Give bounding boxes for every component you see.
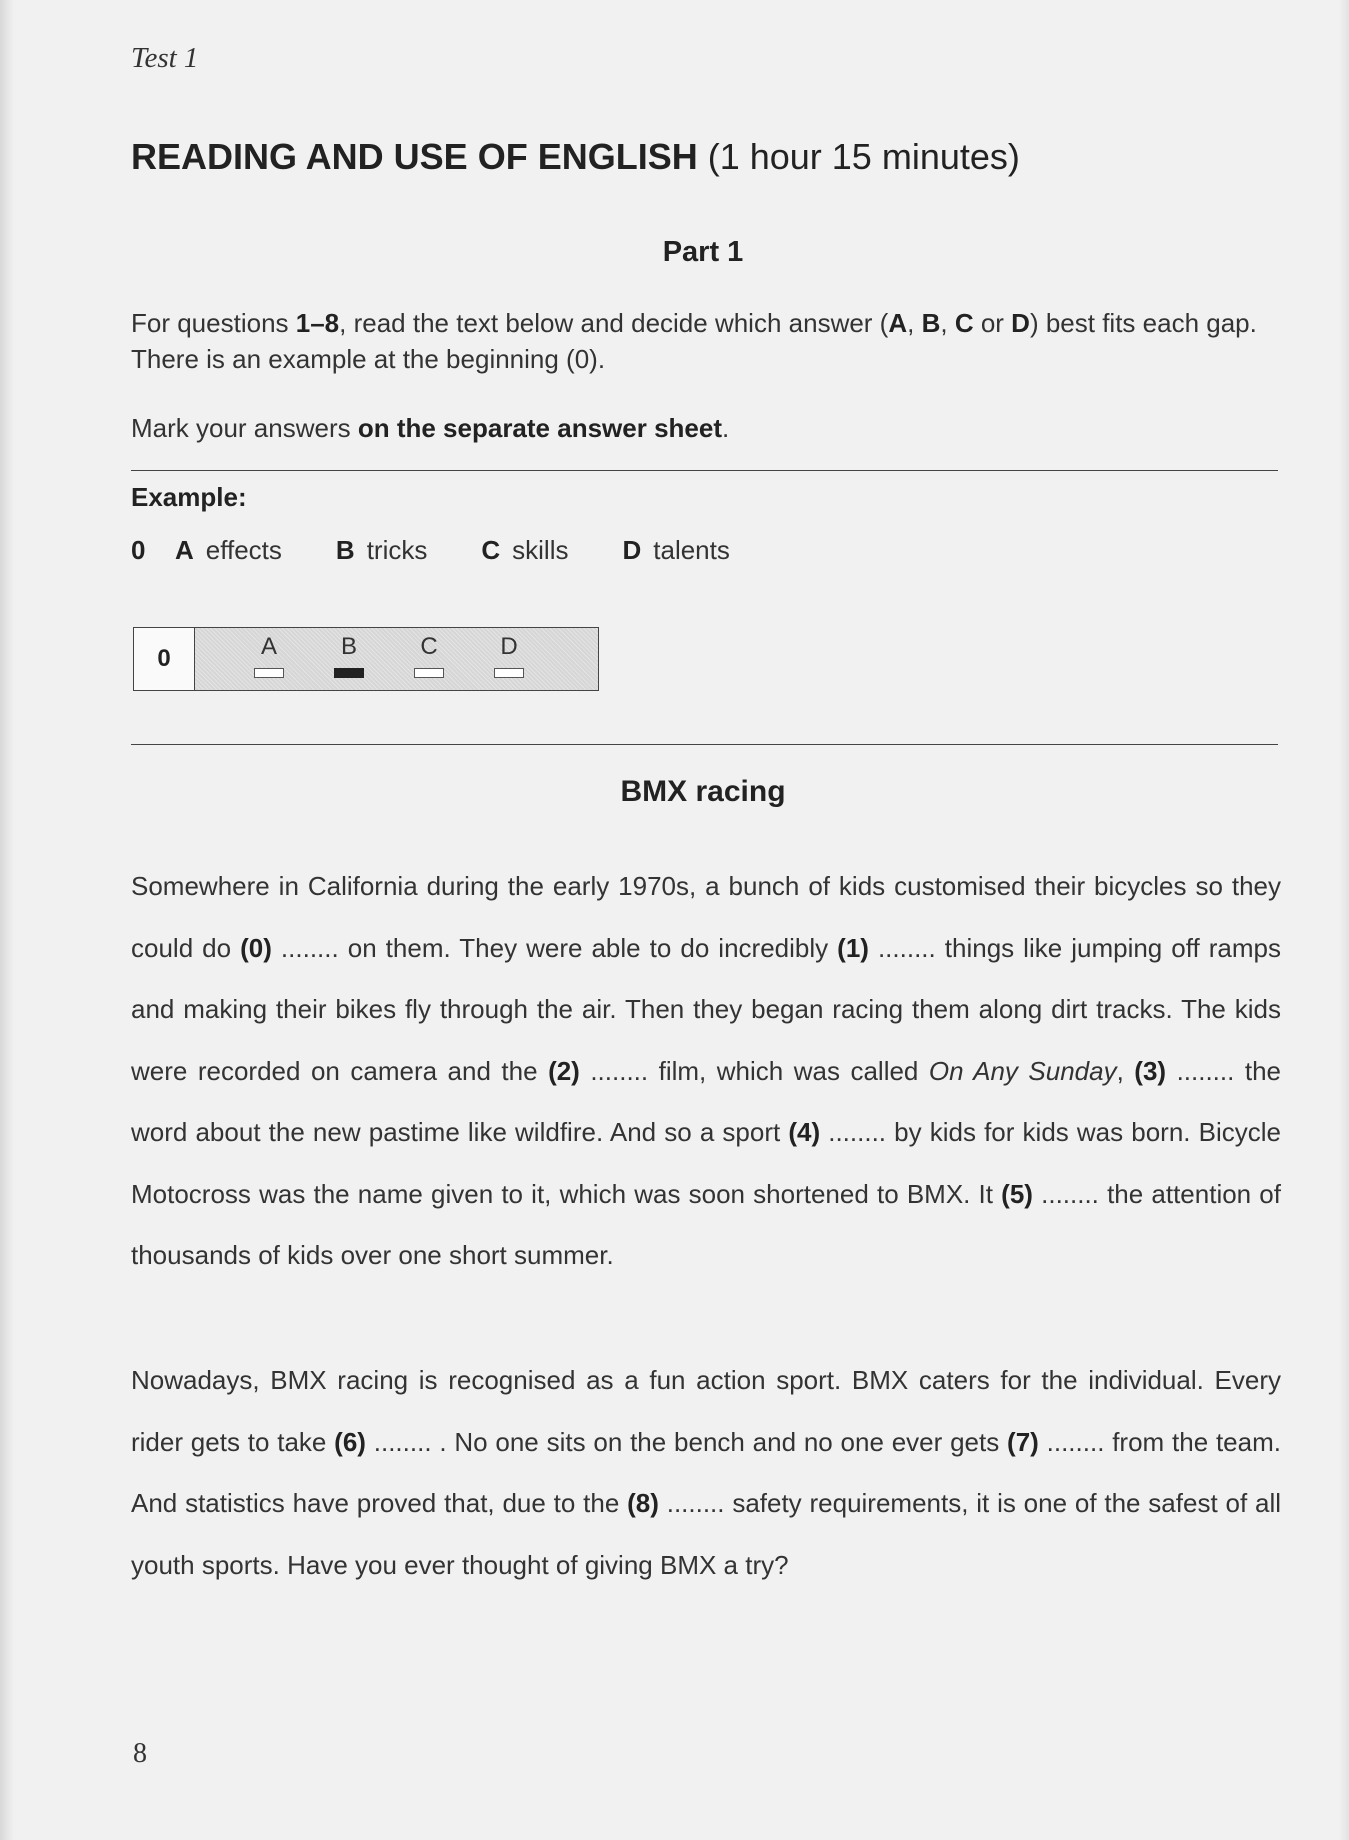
page-number: 8	[133, 1738, 147, 1769]
instr-text: , read the text below and decide which answer (	[339, 308, 889, 338]
instr-text: or	[973, 308, 1012, 338]
page-edge-shadow-right	[1339, 0, 1349, 1840]
gap-marker: (0)	[240, 932, 272, 963]
bubble-letter: C	[420, 633, 438, 660]
passage-paragraph-1	[131, 856, 1281, 1287]
option-text: tricks	[366, 535, 428, 565]
example-options	[131, 535, 784, 566]
bubble-column-a	[249, 632, 289, 678]
part-title: Part 1	[662, 236, 744, 268]
bubble-column-b	[329, 632, 369, 678]
instr-text: Mark your answers	[131, 413, 358, 443]
gap-marker: (2)	[548, 1055, 580, 1086]
gap-marker: (4)	[788, 1117, 821, 1147]
question-range: 1–8	[295, 308, 340, 338]
answer-sheet-instruction	[131, 410, 1281, 446]
bubble-letter: D	[500, 633, 518, 660]
running-head: Test 1	[131, 42, 199, 74]
divider	[131, 470, 1278, 471]
option-text: effects	[205, 535, 282, 565]
instr-text: .	[721, 413, 730, 443]
example-option-d	[622, 535, 729, 566]
option-letter: B	[921, 308, 941, 338]
passage-text: ........ the attention of thousands of kids over one short summer.	[131, 1178, 1281, 1270]
passage-text: Somewhere in California during the early 1970s, a bunch of kids customised their bicycles so they could do	[131, 871, 1281, 963]
option-letter: D	[622, 535, 642, 565]
passage-paragraph-2	[131, 1350, 1281, 1596]
gap-marker: (1)	[837, 932, 869, 963]
example-number: 0	[131, 535, 146, 565]
gap-marker: (6)	[334, 1426, 366, 1457]
section-title-duration: (1 hour 15 minutes)	[707, 136, 1020, 177]
instr-text: ) best fits each gap. There is an example at the beginning (0).	[131, 308, 1257, 374]
example-answer-box	[133, 627, 599, 691]
example-option-b	[336, 535, 427, 566]
option-letter: D	[1011, 308, 1030, 338]
instr-text: For questions	[131, 308, 296, 338]
passage-text: ........ film, which was called	[579, 1055, 929, 1086]
section-title-bold: READING AND USE OF ENGLISH	[131, 136, 698, 177]
option-text: talents	[653, 535, 730, 565]
gap-marker: (7)	[1007, 1426, 1039, 1457]
answer-bubbles	[195, 628, 598, 690]
option-letter: C	[481, 535, 501, 565]
answer-bubble-b[interactable]	[334, 668, 364, 678]
gap-marker: (8)	[627, 1488, 659, 1518]
text-title: BMX racing	[620, 775, 786, 808]
passage-text: ........ safety requirements, it is one of the safest of all youth sports. Have you ever thought of giving BMX a try?	[131, 1488, 1281, 1580]
passage-text: ,	[1116, 1055, 1135, 1086]
option-letter: A	[888, 308, 908, 338]
option-letter: B	[335, 535, 355, 565]
instr-text: ,	[907, 308, 922, 338]
instructions-text	[131, 305, 1281, 377]
film-title: On Any Sunday	[928, 1055, 1117, 1086]
passage-text: ........ on them. They were able to do incredibly	[271, 932, 838, 963]
passage-text: Nowadays, BMX racing is recognised as a fun action sport. BMX caters for the individual. Every rider gets to take	[131, 1365, 1281, 1457]
answer-bubble-d[interactable]	[494, 668, 524, 678]
example-option-c	[481, 535, 568, 566]
passage-text: ........ things like jumping off ramps and making their bikes fly through the air. Then they began racing them along dirt tracks. The kids were recorded on camera and the	[131, 932, 1281, 1086]
gap-marker: (3)	[1134, 1055, 1167, 1086]
bubble-column-c	[409, 632, 449, 678]
option-letter: A	[175, 535, 194, 565]
example-option-a	[175, 535, 282, 566]
section-title	[131, 136, 1020, 178]
passage-text: ........ from the team. And statistics have proved that, due to the	[131, 1426, 1281, 1518]
passage-text: ........ the word about the new pastime like wildfire. And so a sport	[131, 1055, 1281, 1147]
answer-bubble-c[interactable]	[414, 668, 444, 678]
passage-text: ........ . No one sits on the bench and no one ever gets	[365, 1426, 1008, 1457]
answer-box-question-number: 0	[134, 628, 195, 690]
gap-marker: (5)	[1001, 1178, 1033, 1209]
bubble-letter: A	[260, 633, 277, 660]
answer-bubble-a[interactable]	[254, 668, 284, 678]
option-letter: C	[954, 308, 974, 338]
divider	[131, 744, 1278, 745]
example-label: Example:	[131, 482, 247, 512]
option-text: skills	[512, 535, 569, 565]
passage-text: ........ by kids for kids was born. Bicycle Motocross was the name given to it, which was soon shortened to BMX. It	[131, 1117, 1281, 1209]
page-edge-shadow	[0, 0, 14, 1840]
bubble-column-d	[489, 632, 529, 678]
instr-text: ,	[940, 308, 955, 338]
instr-bold: on the separate answer sheet	[357, 413, 722, 443]
bubble-letter: B	[340, 633, 357, 660]
